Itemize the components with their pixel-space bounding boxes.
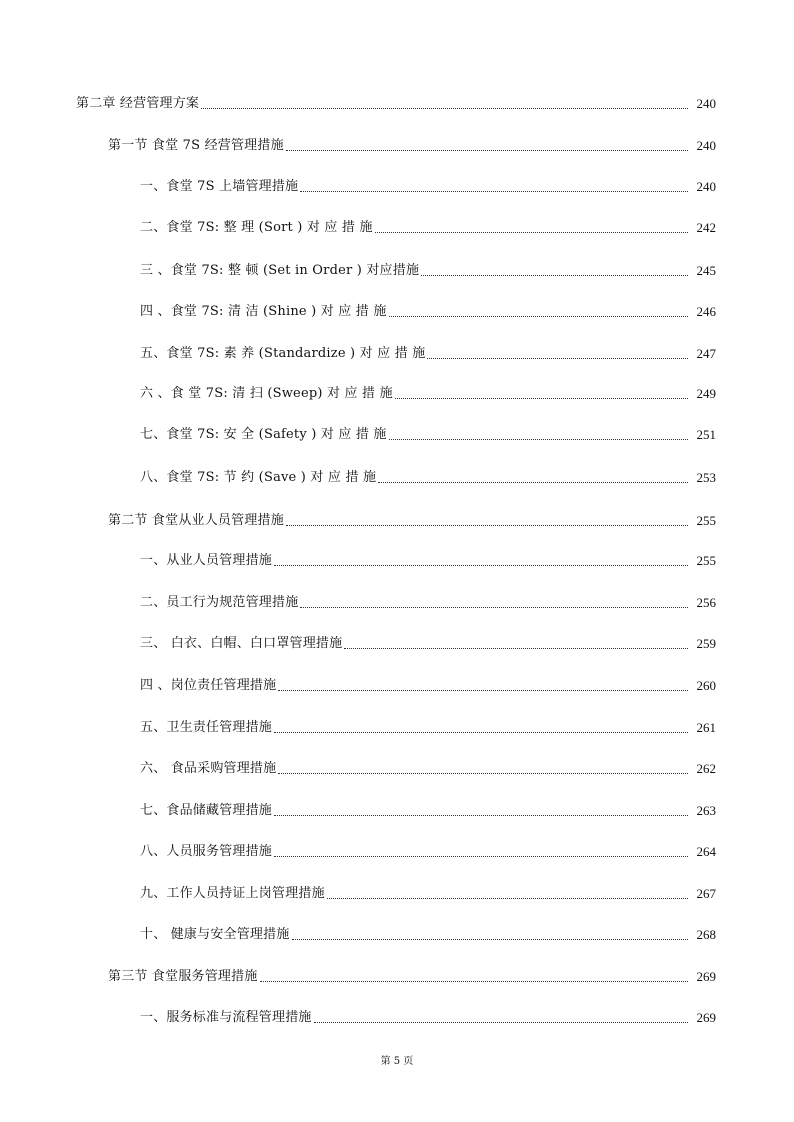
toc-entry-title: 四 、食堂 7S: 清 洁 (Shine ) 对 应 措 施 bbox=[140, 304, 387, 319]
toc-entry-item[interactable] bbox=[140, 674, 716, 694]
toc-entry-item[interactable] bbox=[140, 175, 716, 195]
page-number-footer: 第 5 页 bbox=[380, 1056, 414, 1067]
toc-entry-title: 第三节 食堂服务管理措施 bbox=[108, 969, 258, 984]
toc-leader-dots bbox=[300, 606, 688, 608]
toc-entry-page: 261 bbox=[696, 720, 716, 735]
toc-entry-title: 十、 健康与安全管理措施 bbox=[140, 927, 290, 942]
toc-entry-item[interactable] bbox=[140, 923, 716, 943]
toc-entry-page: 268 bbox=[696, 927, 716, 942]
toc-entry-item[interactable] bbox=[140, 882, 716, 902]
toc-entry-page: 242 bbox=[696, 220, 716, 235]
toc-entry-page: 259 bbox=[696, 636, 716, 651]
toc-entry-item[interactable] bbox=[140, 1006, 716, 1026]
toc-entry-section-3[interactable] bbox=[108, 965, 716, 985]
toc-leader-dots bbox=[421, 274, 688, 276]
toc-leader-dots bbox=[292, 938, 688, 940]
toc-entry-title: 一、服务标准与流程管理措施 bbox=[140, 1010, 312, 1025]
toc-entry-title: 五、卫生责任管理措施 bbox=[140, 720, 273, 735]
toc-leader-dots bbox=[300, 190, 688, 192]
toc-entry-section-1[interactable] bbox=[108, 134, 716, 154]
toc-leader-dots bbox=[395, 397, 688, 399]
toc-entry-page: 246 bbox=[696, 304, 716, 319]
toc-leader-dots bbox=[274, 855, 688, 857]
toc-entry-page: 269 bbox=[696, 969, 716, 984]
toc-entry-title: 九、工作人员持证上岗管理措施 bbox=[140, 886, 325, 901]
toc-entry-title: 八、人员服务管理措施 bbox=[140, 844, 273, 859]
toc-entry-page: 267 bbox=[696, 886, 716, 901]
toc-leader-dots bbox=[274, 731, 688, 733]
toc-entry-page: 249 bbox=[696, 386, 716, 401]
toc-entry-page: 269 bbox=[696, 1010, 716, 1025]
toc-leader-dots bbox=[278, 772, 688, 774]
toc-leader-dots bbox=[278, 689, 688, 691]
toc-leader-dots bbox=[389, 438, 688, 440]
toc-entry-item[interactable] bbox=[140, 466, 716, 486]
toc-leader-dots bbox=[427, 357, 688, 359]
toc-leader-dots bbox=[201, 107, 688, 109]
toc-entry-title: 六、 食品采购管理措施 bbox=[140, 761, 277, 776]
toc-leader-dots bbox=[327, 897, 688, 899]
toc-entry-chapter-2[interactable] bbox=[76, 92, 716, 112]
toc-entry-item[interactable] bbox=[140, 716, 716, 736]
toc-entry-title: 第二节 食堂从业人员管理措施 bbox=[108, 513, 284, 528]
toc-entry-item[interactable] bbox=[140, 300, 716, 320]
toc-entry-title: 三 、食堂 7S: 整 顿 (Set in Order ) 对应措施 bbox=[140, 263, 420, 278]
toc-leader-dots bbox=[260, 980, 688, 982]
toc-entry-title: 四 、岗位责任管理措施 bbox=[140, 678, 277, 693]
toc-entry-title: 五、食堂 7S: 素 养 (Standardize ) 对 应 措 施 bbox=[140, 346, 426, 361]
toc-entry-page: 247 bbox=[696, 346, 716, 361]
toc-entry-item[interactable] bbox=[140, 382, 716, 402]
toc-entry-page: 240 bbox=[696, 96, 716, 111]
toc-entry-title: 二、食堂 7S: 整 理 (Sort ) 对 应 措 施 bbox=[140, 220, 373, 235]
toc-entry-title: 一、食堂 7S 上墙管理措施 bbox=[140, 179, 299, 194]
toc-entry-title: 二、员工行为规范管理措施 bbox=[140, 595, 299, 610]
toc-entry-item[interactable] bbox=[140, 342, 716, 362]
toc-entry-page: 240 bbox=[696, 179, 716, 194]
toc-leader-dots bbox=[286, 149, 688, 151]
toc-entry-item[interactable] bbox=[140, 799, 716, 819]
toc-entry-item[interactable] bbox=[140, 632, 716, 652]
toc-entry-page: 240 bbox=[696, 138, 716, 153]
toc-entry-title: 七、食堂 7S: 安 全 (Safety ) 对 应 措 施 bbox=[140, 427, 387, 442]
toc-entry-page: 260 bbox=[696, 678, 716, 693]
toc-entry-item[interactable] bbox=[140, 757, 716, 777]
toc-leader-dots bbox=[274, 814, 688, 816]
toc-leader-dots bbox=[375, 231, 688, 233]
toc-entry-page: 255 bbox=[696, 553, 716, 568]
toc-entry-item[interactable] bbox=[140, 216, 716, 236]
toc-entry-item[interactable] bbox=[140, 549, 716, 569]
toc-leader-dots bbox=[344, 647, 688, 649]
toc-entry-page: 264 bbox=[696, 844, 716, 859]
toc-entry-item[interactable] bbox=[140, 423, 716, 443]
toc-entry-title: 三、 白衣、白帽、白口罩管理措施 bbox=[140, 636, 343, 651]
toc-entry-page: 245 bbox=[696, 263, 716, 278]
toc-entry-title: 一、从业人员管理措施 bbox=[140, 553, 273, 568]
toc-entry-page: 255 bbox=[696, 513, 716, 528]
toc-entry-item[interactable] bbox=[140, 591, 716, 611]
toc-leader-dots bbox=[314, 1021, 688, 1023]
toc-entry-page: 263 bbox=[696, 803, 716, 818]
toc-entry-page: 251 bbox=[696, 427, 716, 442]
toc-entry-title: 七、食品储藏管理措施 bbox=[140, 803, 273, 818]
toc-entry-section-2[interactable] bbox=[108, 509, 716, 529]
toc-leader-dots bbox=[389, 315, 688, 317]
toc-entry-title: 第二章 经营管理方案 bbox=[76, 96, 200, 111]
toc-entry-page: 253 bbox=[696, 470, 716, 485]
toc-entry-item[interactable] bbox=[140, 840, 716, 860]
toc-leader-dots bbox=[378, 481, 688, 483]
toc-entry-item[interactable] bbox=[140, 259, 716, 279]
toc-entry-title: 八、食堂 7S: 节 约 (Save ) 对 应 措 施 bbox=[140, 470, 377, 485]
toc-entry-page: 262 bbox=[696, 761, 716, 776]
toc-entry-title: 第一节 食堂 7S 经营管理措施 bbox=[108, 138, 284, 153]
toc-entry-page: 256 bbox=[696, 595, 716, 610]
toc-leader-dots bbox=[286, 524, 688, 526]
toc-leader-dots bbox=[274, 564, 688, 566]
toc-entry-title: 六 、食 堂 7S: 清 扫 (Sweep) 对 应 措 施 bbox=[140, 386, 393, 401]
